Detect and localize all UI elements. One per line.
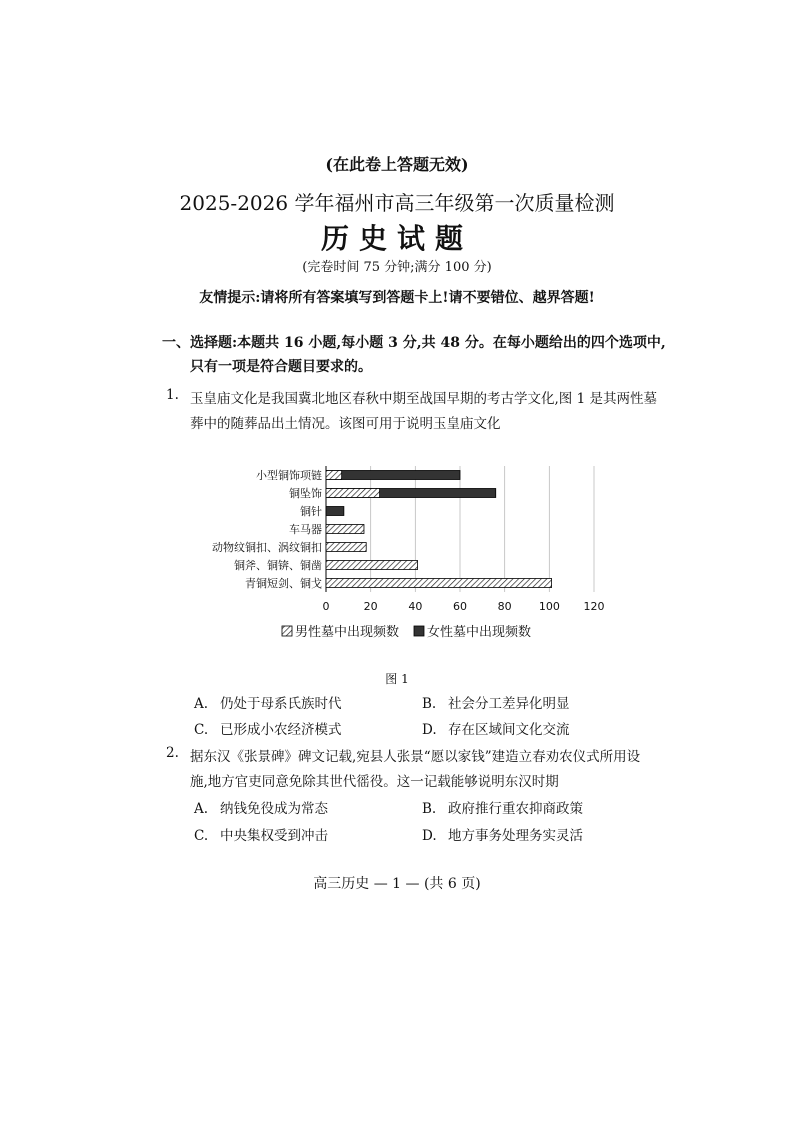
q1-option-a[interactable] (194, 692, 342, 712)
category-label: 铜坠饰 (289, 487, 322, 500)
option-letter: C. (194, 722, 209, 738)
q1-option-b[interactable] (422, 692, 570, 712)
bar-male (326, 525, 364, 534)
bar-male (326, 489, 380, 498)
option-text: 已形成小农经济模式 (220, 722, 342, 738)
option-letter: C. (194, 828, 209, 844)
option-letter: D. (422, 828, 437, 844)
bar-female (326, 507, 344, 516)
q1-stem-line2: 葬中的随葬品出土情况。该图可用于说明玉皇庙文化 (190, 416, 501, 432)
page-footer: 高三历史 — 1 — (共 6 页) (313, 876, 481, 892)
legend-swatch-male (282, 626, 292, 636)
bar-male (326, 579, 552, 588)
exam-note: (在此卷上答题无效) (325, 155, 469, 174)
x-tick-label: 40 (408, 600, 423, 613)
option-text: 地方事务处理务实灵活 (448, 828, 583, 844)
x-tick-label: 0 (322, 600, 330, 613)
time-info: (完卷时间 75 分钟;满分 100 分) (302, 260, 492, 275)
bar-male (326, 561, 418, 570)
bar-female (326, 471, 460, 480)
legend-label-female: 女性墓中出现频数 (427, 625, 532, 640)
category-label: 铜针 (300, 505, 322, 518)
legend-swatch-female (414, 626, 424, 636)
bar-chart-svg (190, 460, 620, 650)
option-text: 仍处于母系氏族时代 (220, 696, 342, 712)
q1-option-c[interactable] (194, 718, 342, 738)
figure-1-chart (190, 460, 620, 650)
section-heading-line1: 一、选择题:本题共 16 小题,每小题 3 分,共 48 分。在每小题给出的四个选项中, (162, 335, 666, 351)
q2-option-c[interactable] (194, 824, 328, 844)
q1-stem-line1: 玉皇庙文化是我国冀北地区春秋中期至战国早期的考古学文化,图 1 是其两性墓 (190, 391, 657, 407)
bar-male (326, 543, 366, 552)
q2-stem-line2: 施,地方官吏同意免除其世代徭役。这一记载能够说明东汉时期 (190, 774, 559, 790)
q2-option-d[interactable] (422, 824, 583, 844)
option-letter: B. (422, 696, 437, 712)
exam-title: 2025-2026 学年福州市高三年级第一次质量检测 (179, 191, 615, 215)
legend-label-male: 男性墓中出现频数 (295, 625, 400, 640)
x-tick-label: 80 (497, 600, 512, 613)
q2-number: 2. (166, 745, 179, 761)
option-text: 存在区域间文化交流 (448, 722, 570, 738)
option-text: 社会分工差异化明显 (448, 696, 570, 712)
category-label: 车马器 (289, 523, 322, 536)
category-label: 小型铜饰项链 (256, 469, 322, 482)
bar-male (326, 471, 342, 480)
option-letter: A. (194, 696, 209, 712)
option-letter: B. (422, 801, 437, 817)
x-tick-label: 20 (363, 600, 378, 613)
x-tick-label: 60 (453, 600, 467, 613)
q1-option-d[interactable] (422, 718, 570, 738)
option-text: 纳钱免役成为常态 (220, 801, 328, 817)
q2-option-b[interactable] (422, 797, 583, 817)
q2-option-a[interactable] (194, 797, 328, 817)
figure-caption: 图 1 (385, 672, 409, 686)
x-tick-label: 120 (583, 600, 605, 613)
option-text: 政府推行重农抑商政策 (448, 801, 583, 817)
tip-text: 友情提示:请将所有答案填写到答题卡上!请不要错位、越界答题! (199, 290, 595, 306)
q1-number: 1. (166, 387, 179, 403)
subject-title: 历史试题 (320, 222, 473, 255)
x-tick-label: 100 (538, 600, 560, 613)
option-letter: A. (194, 801, 209, 817)
q2-stem-line1: 据东汉《张景碑》碑文记载,宛县人张景“愿以家钱”建造立春劝农仪式所用设 (190, 749, 641, 765)
category-label: 青铜短剑、铜戈 (245, 577, 322, 590)
option-text: 中央集权受到冲击 (220, 828, 328, 844)
category-label: 动物纹铜扣、涡纹铜扣 (212, 541, 322, 554)
section-heading-line2: 只有一项是符合题目要求的。 (190, 359, 372, 375)
category-label: 铜斧、铜锛、铜凿 (234, 559, 322, 572)
option-letter: D. (422, 722, 437, 738)
